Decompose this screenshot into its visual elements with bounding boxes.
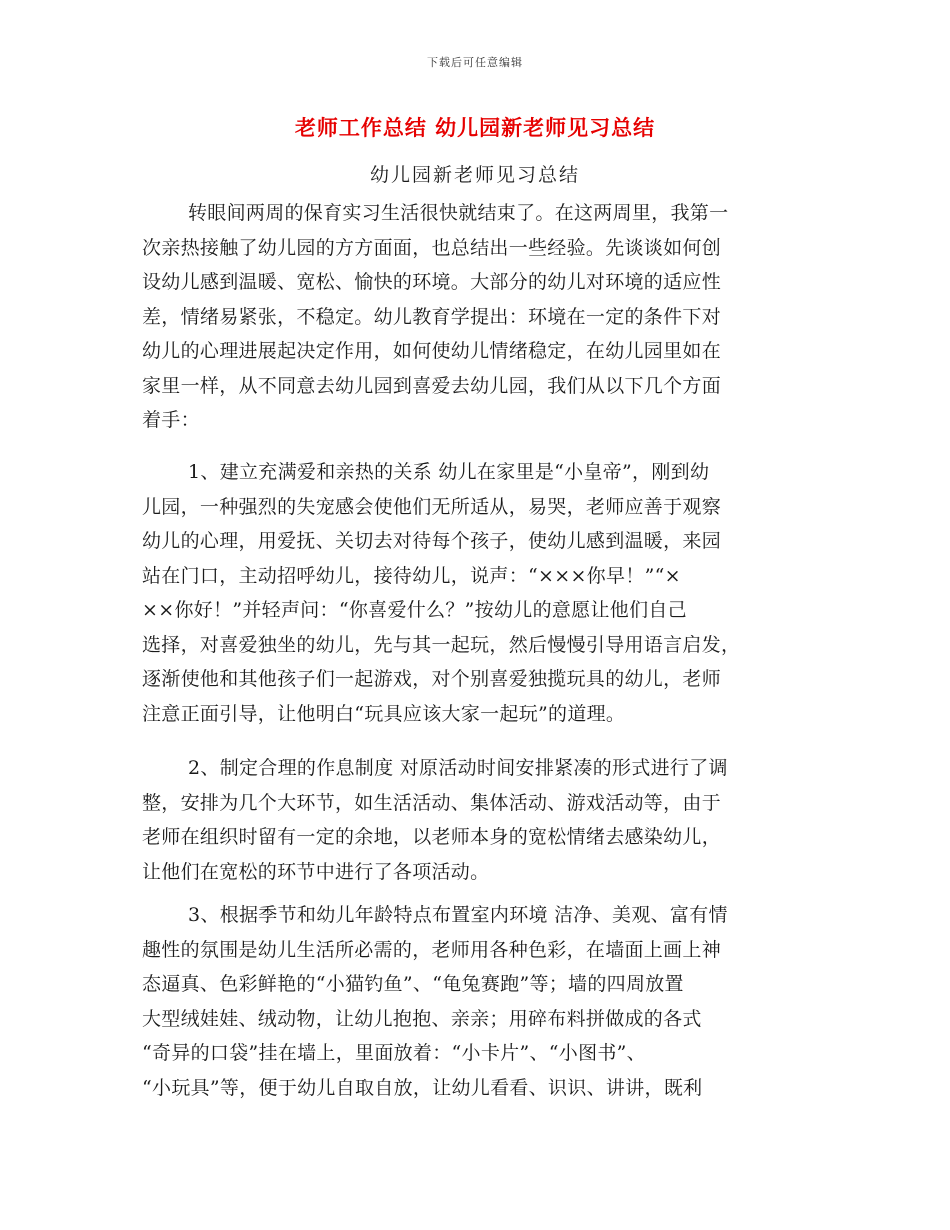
text-line: 家里一样，从不同意去幼儿园到喜爱去幼儿园，我们从以下几个方面 (142, 374, 722, 397)
text-line: 差，情绪易紧张，不稳定。幼儿教育学提出：环境在一定的条件下对 (142, 305, 722, 328)
text-line: 3、根据季节和幼儿年龄特点布置室内环境 洁净、美观、富有情 (188, 904, 728, 926)
document-title: 老师工作总结 幼儿园新老师见习总结 (294, 116, 656, 140)
text-line: 设幼儿感到温暖、宽松、愉快的环境。大部分的幼儿对环境的适应性 (142, 271, 722, 293)
header-note: 下载后可任意编辑 (427, 56, 523, 69)
text-line: 转眼间两周的保育实习生活很快就结束了。在这两周里，我第一 (188, 202, 729, 224)
text-line: 着手： (142, 409, 200, 431)
text-line: “奇异的口袋”挂在墙上，里面放着：“小卡片”、“小图书”、 (142, 1042, 646, 1064)
text-line: 态逼真、色彩鲜艳的“小猫钓鱼”、“龟兔赛跑”等；墙的四周放置 (142, 973, 684, 995)
text-line: 让他们在宽松的环节中进行了各项活动。 (142, 860, 490, 883)
paragraph-section-1 (142, 455, 804, 731)
paragraph-section-2 (142, 751, 804, 889)
text-line: “小玩具”等，便于幼儿自取自放，让幼儿看看、识识、讲讲，既利 (142, 1076, 703, 1099)
text-line: 注意正面引导，让他明白“玩具应该大家一起玩”的道理。 (142, 702, 626, 725)
text-line: 次亲热接触了幼儿园的方方面面，也总结出一些经验。先谈谈如何创 (142, 236, 722, 259)
text-line: 大型绒娃娃、绒动物，让幼儿抱抱、亲亲；用碎布料拼做成的各式 (142, 1007, 702, 1030)
paragraph-section-3 (142, 898, 804, 1105)
text-line: 1、建立充满爱和亲热的关系 幼儿在家里是“小皇帝”，刚到幼 (188, 461, 710, 483)
text-line: 幼儿的心理进展起决定作用，如何使幼儿情绪稳定，在幼儿园里如在 (142, 340, 722, 362)
text-line: 选择，对喜爱独坐的幼儿，先与其一起玩，然后慢慢引导用语言启发， (142, 633, 741, 656)
document-subtitle: 幼儿园新老师见习总结 (369, 164, 580, 186)
text-line: 逐渐使他和其他孩子们一起游戏，对个别喜爱独揽玩具的幼儿，老师 (142, 668, 722, 690)
text-line: ××你好！”并轻声问：“你喜爱什么？”按幼儿的意愿让他们自己 (142, 599, 687, 621)
text-line: 2、制定合理的作息制度 对原活动时间安排紧凑的形式进行了调 (188, 757, 728, 779)
text-line: 趣性的氛围是幼儿生活所必需的，老师用各种色彩，在墙面上画上神 (142, 938, 722, 961)
text-line: 幼儿的心理，用爱抚、关切去对待每个孩子，使幼儿感到温暖，来园 (142, 530, 722, 552)
text-line: 整，安排为几个大环节，如生活活动、集体活动、游戏活动等，由于 (142, 791, 722, 814)
text-line: 站在门口，主动招呼幼儿，接待幼儿，说声：“×××你早！”“× (142, 564, 681, 587)
paragraph-intro (142, 196, 804, 438)
text-line: 老师在组织时留有一定的余地，以老师本身的宽松情绪去感染幼儿， (142, 826, 722, 848)
text-line: 儿园，一种强烈的失宠感会使他们无所适从，易哭，老师应善于观察 (142, 495, 722, 518)
